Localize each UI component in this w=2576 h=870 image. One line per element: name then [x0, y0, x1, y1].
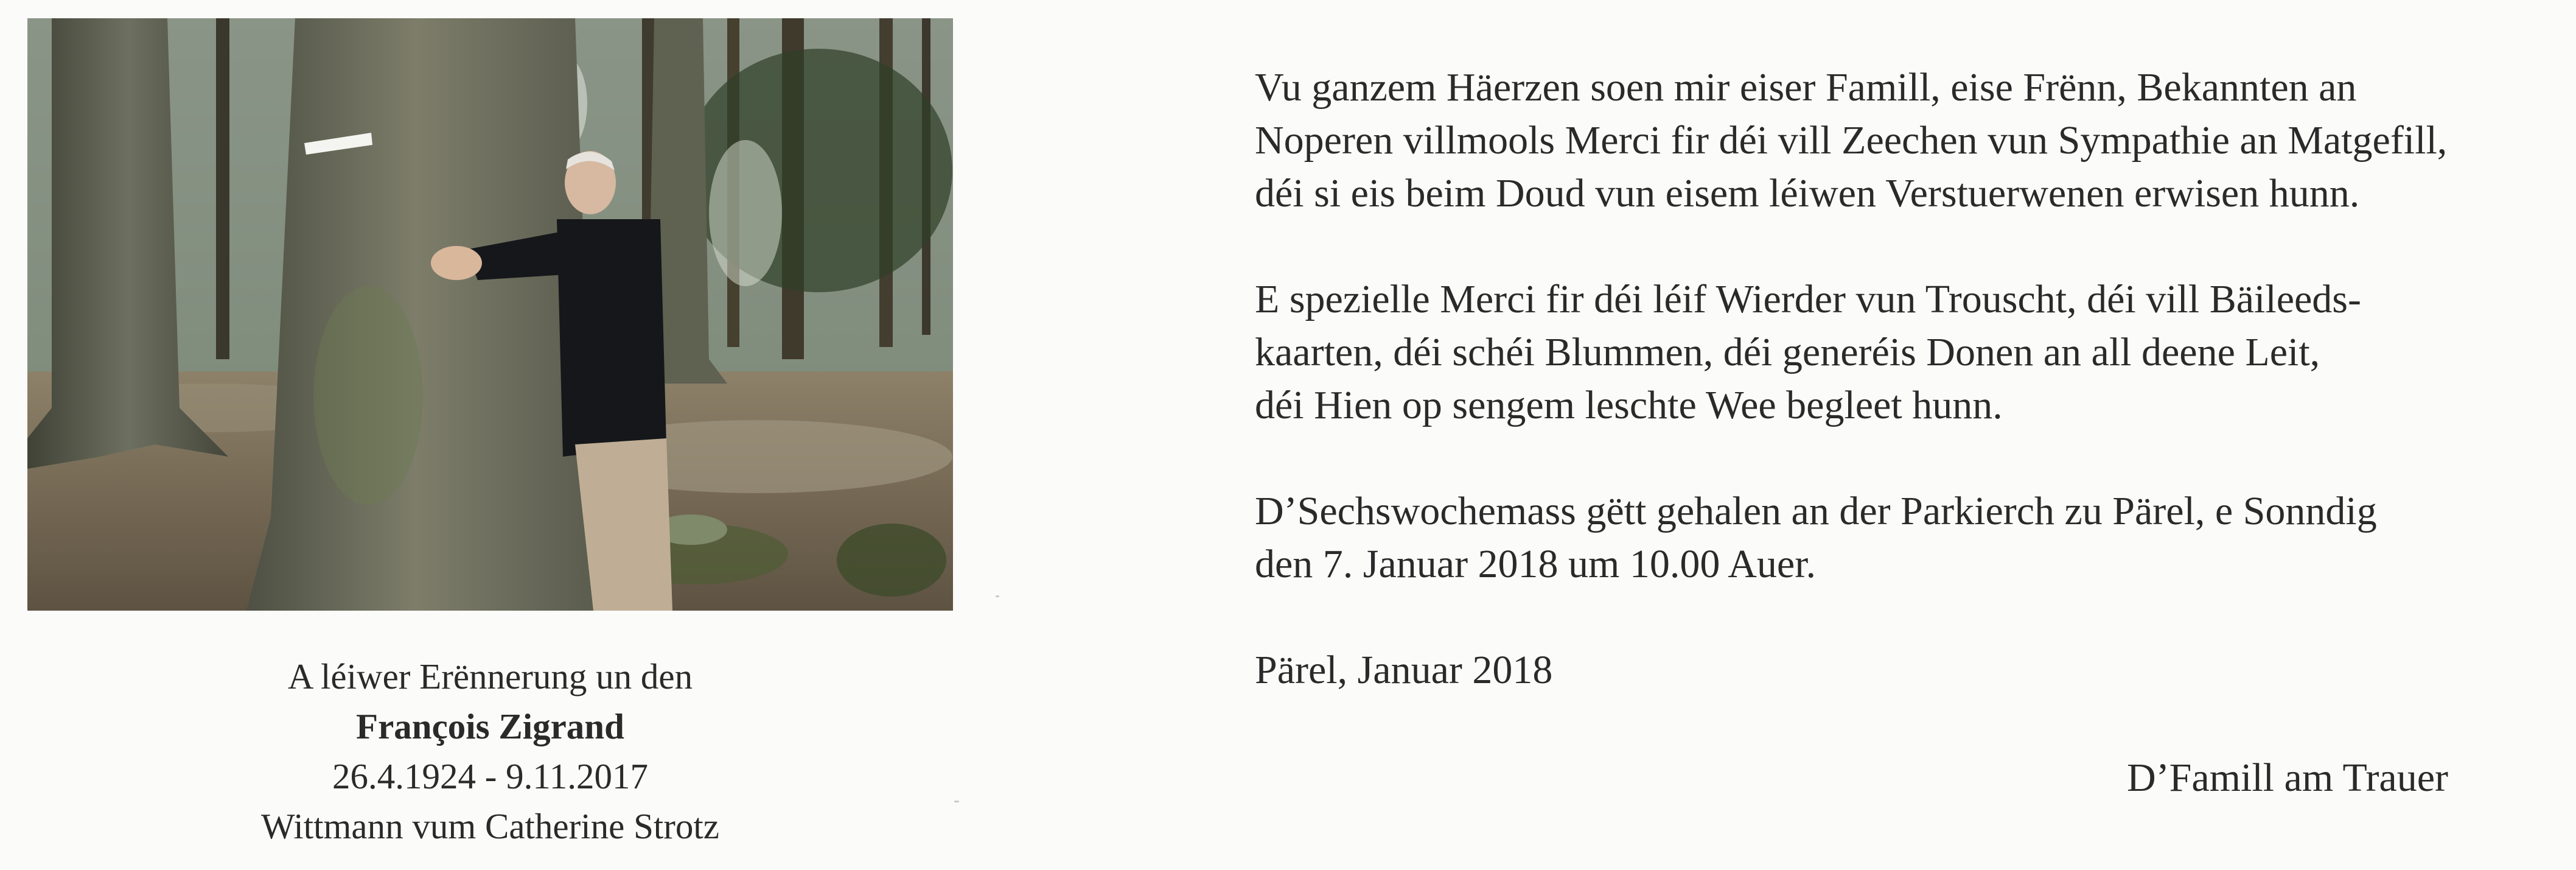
- thank-you-message: [1255, 61, 2563, 696]
- scan-speck: [996, 595, 999, 597]
- message-line: D’Sechswochemass gëtt gehalen an der Parkierch zu Pärel, e Sonndig: [1255, 489, 2377, 533]
- memorial-photo: [27, 18, 953, 611]
- life-dates: 26.4.1924 - 9.11.2017: [332, 756, 648, 796]
- message-line: Vu ganzem Häerzen soen mir eiser Famill, eise Frënn, Bekannten an: [1255, 65, 2357, 110]
- scan-speck: [954, 801, 959, 802]
- message-paragraph-3: [1255, 485, 2563, 591]
- message-paragraph-2: [1255, 273, 2563, 432]
- message-line: Noperen villmools Merci fir déi vill Zeechen vun Sympathie an Matgefill,: [1255, 118, 2448, 163]
- message-line: den 7. Januar 2018 um 10.00 Auer.: [1255, 542, 1817, 586]
- signature-line: D’Famill am Trauer: [2127, 756, 2448, 800]
- message-line: kaarten, déi schéi Blummen, déi generéis Donen an all deene Leit,: [1255, 330, 2320, 374]
- place-date: Pärel, Januar 2018: [1255, 648, 1553, 692]
- message-line: E spezielle Merci fir déi léif Wierder vun Trouscht, déi vill Bäileeds-: [1255, 277, 2361, 321]
- dedication-line: A léiwer Erënnerung un den: [287, 656, 693, 696]
- memorial-caption: [27, 651, 953, 851]
- message-line: déi si eis beim Doud vun eisem léiwen Verstuerwenen erwisen hunn.: [1255, 171, 2360, 216]
- spouse-line: Wittmann vum Catherine Strotz: [261, 806, 719, 846]
- message-line: déi Hien op sengem leschte Wee begleet hunn.: [1255, 383, 2003, 427]
- deceased-name: François Zigrand: [356, 706, 624, 746]
- message-paragraph-1: [1255, 61, 2563, 220]
